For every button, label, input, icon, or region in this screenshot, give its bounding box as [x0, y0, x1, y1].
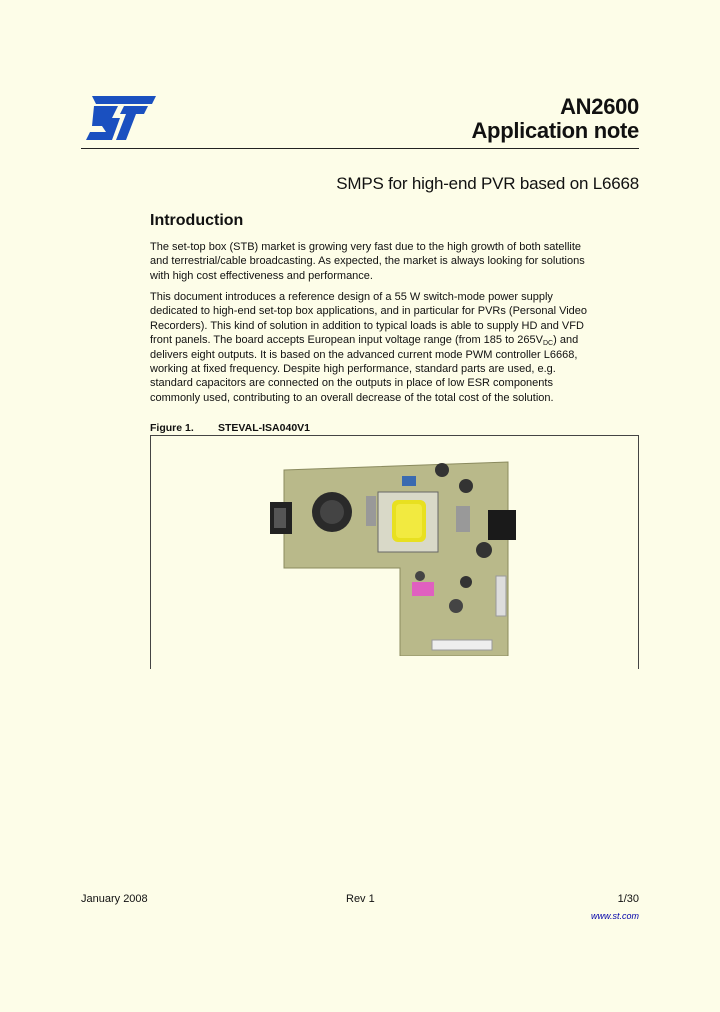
intro-paragraph-2	[150, 290, 650, 405]
text-line: working at fixed frequency. Despite high performance, standard parts are used, e.g.	[150, 363, 556, 376]
voltage-subscript: DC	[543, 340, 554, 348]
section-heading: Introduction	[150, 212, 244, 229]
text-line: with high cost effectiveness and performance.	[150, 269, 373, 282]
text-fragment: ) and	[553, 334, 579, 347]
intro-paragraph-1	[150, 240, 650, 283]
pcb-board-image	[270, 456, 520, 656]
figure-frame-left	[150, 435, 151, 669]
st-logo	[82, 96, 156, 140]
text-line: delivers eight outputs. It is based on the advanced current mode PWM controller L6668,	[150, 348, 578, 361]
text-line: Recorders). This kind of solution in addition to typical loads is able to supply HD and VFD	[150, 319, 584, 332]
figure-frame-right	[638, 435, 639, 669]
text-fragment: front panels. The board accepts European input voltage range (from 185 to 265V	[150, 334, 543, 347]
document-type: Application note	[471, 118, 639, 143]
figure-title: STEVAL-ISA040V1	[218, 422, 311, 434]
text-line: and terrestrial/cable broadcasting. As expected, the market is always looking for solutions	[150, 255, 585, 268]
text-line: The set-top box (STB) market is growing very fast due to the high growth of both satellite	[150, 241, 582, 253]
header-divider	[81, 148, 639, 149]
footer-website-link[interactable]: www.st.com	[590, 911, 639, 921]
figure-label: Figure 1.	[150, 422, 194, 434]
footer-revision: Rev 1	[346, 893, 375, 905]
document-subtitle: SMPS for high-end PVR based on L6668	[336, 174, 639, 193]
text-line	[150, 333, 650, 347]
text-line: commonly used, contributing to an overall decrease of the total cost of the solution.	[150, 391, 554, 404]
text-line: standard capacitors are connected on the outputs in place of low ESR components	[150, 377, 553, 390]
text-line: This document introduces a reference design of a 55 W switch-mode power supply	[150, 291, 553, 303]
text-line: dedicated to high-end set-top box applications, and in particular for PVRs (Personal Video	[150, 305, 588, 318]
footer-page-number: 1/30	[617, 893, 639, 905]
figure-frame-top	[150, 435, 639, 436]
footer-date: January 2008	[81, 893, 148, 905]
document-number: AN2600	[560, 94, 639, 119]
